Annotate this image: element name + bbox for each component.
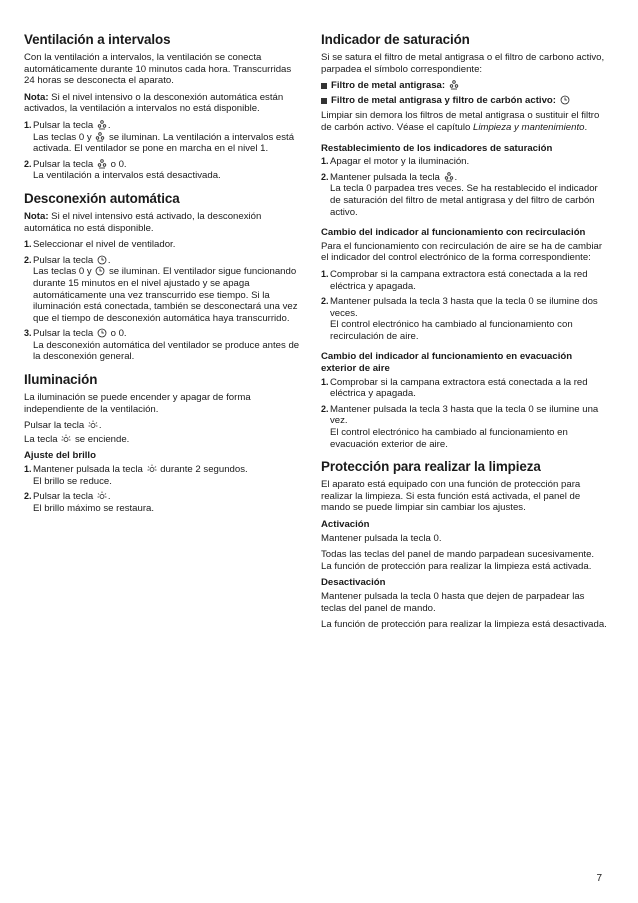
list-item: [321, 95, 607, 107]
step-text: .: [454, 171, 458, 183]
step-text: Pulsar la tecla: [33, 158, 96, 170]
step: [321, 156, 607, 168]
section-exhaust: [321, 351, 607, 450]
step-number: 2.: [24, 158, 32, 169]
light-icon: [61, 434, 71, 444]
step-text: Comprobar si la campana extractora está conectada a la red eléctrica y apagada.: [330, 268, 588, 292]
paragraph: El aparato está equipado con una función de protección para realizar la limpieza. Si esta función está activada, el panel de mando se puede limpiar sin cambiar los ajustes.: [321, 479, 581, 514]
light-icon: [147, 464, 157, 474]
paragraph-text: La tecla: [24, 433, 61, 445]
step: [24, 328, 302, 363]
interval-fan-icon: [444, 172, 454, 182]
step-number: 1.: [24, 464, 32, 475]
step-number: 1.: [321, 376, 329, 387]
step: [321, 377, 607, 400]
paragraph: La iluminación se puede encender y apagar de forma independiente de la ventilación.: [24, 392, 251, 415]
step-number: 1.: [24, 239, 32, 250]
step: [321, 172, 607, 218]
step-number: 2.: [321, 171, 329, 182]
step: [321, 269, 607, 292]
paragraph: [321, 110, 607, 133]
step-result: [33, 132, 302, 155]
paragraph: Con la ventilación a intervalos, la ventilación se conecta automáticamente durante 10 minutos cada hora. Transcurridas 24 horas se desconecta el aparato.: [24, 52, 292, 87]
list-item-text: Filtro de metal antigrasa:: [331, 80, 448, 92]
step-number: 3.: [24, 328, 32, 339]
paragraph: Todas las teclas del panel de mando parpadean sucesivamente. La función de protección para realizar la limpieza está activada.: [321, 549, 595, 572]
step-result-text: se iluminan. La ventilación a intervalos está activada. El ventilador se pone en marcha en el nivel 1.: [33, 131, 295, 155]
step-text: Seleccionar el nivel de ventilador.: [33, 239, 176, 251]
step: [321, 296, 607, 342]
step-text: Mantener pulsada la tecla: [33, 464, 146, 476]
step-result-text: Las teclas 0 y: [33, 131, 95, 143]
step-text: durante 2 segundos.: [157, 464, 248, 476]
right-column: [321, 32, 607, 640]
step-result-text: se iluminan. El ventilador sigue funcionando durante 15 minutos en el nivel ajustado y se apaga automáticamente una vez transcurrido ese tiempo. Si la iluminación está conectada, también se desconectará una vez que el tiempo de desconexión automática haya transcurrido.: [33, 266, 298, 324]
paragraph: Mantener pulsada la tecla 0 hasta que dejen de parpadear las teclas del panel de mando.: [321, 590, 585, 614]
step: [24, 255, 302, 325]
section-auto-off: [24, 191, 302, 363]
page-number: 7: [596, 873, 602, 884]
step: [321, 404, 607, 450]
step-result: La tecla 0 parpadea tres veces. Se ha restablecido el indicador de saturación del filtro de metal antigrasa y del filtro de carbón activo.: [330, 183, 598, 218]
timer-icon: [97, 328, 107, 338]
section-title: Iluminación: [24, 372, 98, 388]
step-result: El control electrónico ha cambiado al funcionamiento con recirculación de aire.: [330, 319, 573, 342]
step-number: 2.: [24, 491, 32, 502]
subsection-title: Restablecimiento de los indicadores de saturación: [321, 142, 553, 154]
section-recirculation: [321, 227, 607, 342]
step-text: o 0.: [107, 328, 127, 340]
section-lighting: [24, 372, 302, 514]
step-result: El brillo máximo se restaura.: [33, 502, 155, 514]
section-reset-indicators: [321, 143, 607, 219]
step-number: 1.: [321, 268, 329, 279]
step-result: La ventilación a intervalos está desactivada.: [33, 170, 221, 182]
section-title: Protección para realizar la limpieza: [321, 459, 541, 475]
step-result: [33, 266, 302, 324]
step-number: 1.: [321, 156, 329, 167]
subsection-title: Cambio del indicador al funcionamiento en evacuación exterior de aire: [321, 351, 573, 375]
paragraph-text: .: [584, 121, 588, 133]
subsection-title: Cambio del indicador al funcionamiento con recirculación: [321, 227, 586, 239]
paragraph: La función de protección para realizar la limpieza está desactivada.: [321, 619, 607, 631]
step-result: La desconexión automática del ventilador se produce antes de la desconexión general.: [33, 339, 300, 363]
step-number: 1.: [24, 119, 32, 130]
paragraph-text: Pulsar la tecla: [24, 420, 87, 432]
chapter-reference: Limpieza y mantenimiento: [473, 121, 585, 133]
light-icon: [97, 491, 107, 501]
step-result: El control electrónico ha cambiado al funcionamiento en evacuación exterior de aire.: [330, 427, 568, 450]
note-label: Nota:: [24, 210, 49, 222]
note: [24, 92, 302, 115]
step-text: Mantener pulsada la tecla 3 hasta que la tecla 0 se ilumine dos veces.: [330, 296, 598, 319]
step-text: o 0.: [107, 158, 127, 170]
list-item: [321, 80, 607, 92]
interval-fan-icon: [97, 120, 107, 130]
paragraph: [24, 434, 302, 446]
step-text: Apagar el motor y la iluminación.: [330, 156, 470, 168]
light-icon: [88, 420, 98, 430]
step-result-text: Las teclas 0 y: [33, 266, 95, 278]
section-saturation-indicator: [321, 32, 607, 134]
step-number: 2.: [24, 254, 32, 265]
step-text: .: [107, 491, 111, 503]
step-text: .: [107, 119, 111, 131]
paragraph: Para el funcionamiento con recirculación de aire se ha de cambiar el indicador del control electrónico de la forma correspondiente:: [321, 240, 603, 264]
step-text: Pulsar la tecla: [33, 254, 96, 266]
step-number: 2.: [321, 296, 329, 307]
timer-icon: [560, 95, 570, 105]
section-title: Ventilación a intervalos: [24, 32, 171, 47]
step-text: Pulsar la tecla: [33, 119, 96, 131]
interval-fan-icon: [97, 159, 107, 169]
step-text: Mantener pulsada la tecla 3 hasta que la tecla 0 se ilumine una vez.: [330, 403, 599, 427]
step-result: El brillo se reduce.: [33, 475, 112, 487]
paragraph: [24, 420, 302, 432]
step: [24, 464, 302, 487]
section-title: Indicador de saturación: [321, 32, 470, 47]
step: [24, 239, 302, 251]
step-number: 2.: [321, 403, 329, 414]
paragraph-text: Limpiar sin demora los filtros de metal antigrasa o sustituir el filtro de carbón activo. Véase el capítulo: [321, 110, 600, 133]
interval-fan-icon: [95, 132, 105, 142]
note-text: Si el nivel intensivo está activado, la desconexión automática no está disponible.: [24, 210, 262, 234]
note-label: Nota:: [24, 91, 49, 103]
step-text: Comprobar si la campana extractora está conectada a la red eléctrica y apagada.: [330, 376, 588, 400]
left-column: [24, 32, 302, 523]
step: [24, 120, 302, 155]
note: [24, 211, 302, 234]
section-cleaning-protection: [321, 459, 607, 631]
step-text: .: [107, 254, 111, 266]
note-text: Si el nivel intensivo o la desconexión automática están activados, la ventilación a intervalos no está disponible.: [24, 91, 284, 115]
section-title: Desconexión automática: [24, 190, 180, 206]
step-text: Pulsar la tecla: [33, 328, 96, 340]
subsection-title: Activación: [321, 519, 370, 530]
grease-filter-icon: [449, 80, 459, 90]
paragraph: Mantener pulsada la tecla 0.: [321, 532, 442, 544]
step-text: Mantener pulsada la tecla: [330, 171, 443, 183]
section-interval-ventilation: [24, 32, 302, 182]
timer-icon: [95, 266, 105, 276]
step: [24, 491, 302, 514]
step-text: Pulsar la tecla: [33, 491, 96, 503]
list-item-text: Filtro de metal antigrasa y filtro de carbón activo:: [331, 94, 559, 106]
paragraph-text: se enciende.: [72, 433, 130, 445]
paragraph: Si se satura el filtro de metal antigrasa o el filtro de carbono activo, parpadea el símbolo correspondiente:: [321, 52, 605, 75]
paragraph-text: .: [98, 420, 102, 432]
timer-icon: [97, 255, 107, 265]
subsection-title: Ajuste del brillo: [24, 450, 96, 462]
subsection-title: Desactivación: [321, 577, 386, 589]
step: [24, 159, 302, 182]
